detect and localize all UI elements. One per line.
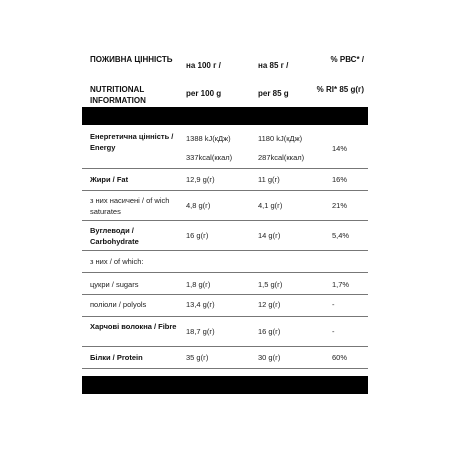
row-label: з них насичені / of wich saturates: [90, 196, 170, 216]
row-label: Жири / Fat: [90, 175, 129, 184]
row-value-100g: 16 g(г): [186, 231, 209, 240]
table-header: [82, 40, 368, 112]
row-value-pct: 60%: [332, 353, 348, 362]
header-per85-en: per 85 g: [258, 89, 289, 98]
row-value-85g-kcal: 287kcal(ккал): [258, 153, 305, 162]
row-value-85g: 4,1 g(г): [258, 201, 283, 210]
row-value-100g: 4,8 g(г): [186, 201, 211, 210]
row-value-85g: 16 g(г): [258, 327, 281, 336]
row-label: Харчові волокна / Fibre: [90, 322, 177, 331]
row-value-pct: -: [332, 327, 335, 336]
row-label: з них / of which:: [90, 257, 144, 266]
row-value-85g: 14 g(г): [258, 231, 281, 240]
row-value-100g-kcal: 337kcal(ккал): [186, 153, 233, 162]
row-value-100g: 35 g(г): [186, 353, 209, 362]
row-value-pct: -: [332, 300, 335, 309]
row-value-85g: 1180 kJ(кДж): [258, 134, 303, 143]
row-value-pct: 21%: [332, 201, 348, 210]
table-row-polyols: [82, 295, 368, 317]
row-value-pct: 1,7%: [332, 280, 350, 289]
table-row-carbohydrate: [82, 221, 368, 251]
row-label: поліоли / polyols: [90, 300, 147, 309]
row-value-pct: 5,4%: [332, 231, 350, 240]
row-value-100g: 1388 kJ(кДж): [186, 134, 231, 143]
row-value-100g: 12,9 g(г): [186, 175, 215, 184]
header-title-en: NUTRITIONAL INFORMATION: [90, 85, 146, 105]
table-row-of-which: [82, 251, 368, 273]
header-per100-en: per 100 g: [186, 89, 222, 98]
row-label: Вуглеводи / Carbohydrate: [90, 226, 139, 246]
row-label: цукри / sugars: [90, 280, 139, 289]
table-row-fat: [82, 169, 368, 191]
row-value-100g: 13,4 g(г): [186, 300, 215, 309]
row-value-100g: 1,8 g(г): [186, 280, 211, 289]
table-row-saturates: [82, 191, 368, 221]
table-row-fibre: [82, 317, 368, 347]
row-value-pct: 16%: [332, 175, 348, 184]
header-per100-ua: на 100 г /: [186, 61, 221, 70]
table-row-sugars: [82, 273, 368, 295]
header-divider-bar: [82, 107, 368, 125]
row-label: Енергетична цінність / Energy: [90, 132, 174, 152]
row-value-100g: 18,7 g(г): [186, 327, 215, 336]
header-per85-ua: на 85 г /: [258, 61, 289, 70]
footer-bar: [82, 376, 368, 394]
table-row-energy: [82, 125, 368, 169]
row-label: Білки / Protein: [90, 353, 143, 362]
nutrition-rows: [82, 125, 368, 391]
header-pct-en: % RI* 85 g(г): [316, 85, 364, 94]
row-value-pct: 14%: [332, 144, 348, 153]
header-pct-ua: % РВС* /: [330, 55, 364, 64]
row-value-85g: 30 g(г): [258, 353, 281, 362]
row-value-85g: 12 g(г): [258, 300, 281, 309]
row-value-85g: 11 g(г): [258, 175, 280, 184]
table-row-protein: [82, 347, 368, 369]
row-value-85g: 1,5 g(г): [258, 280, 283, 289]
header-title-ua: ПОЖИВНА ЦІННІСТЬ: [90, 55, 173, 64]
